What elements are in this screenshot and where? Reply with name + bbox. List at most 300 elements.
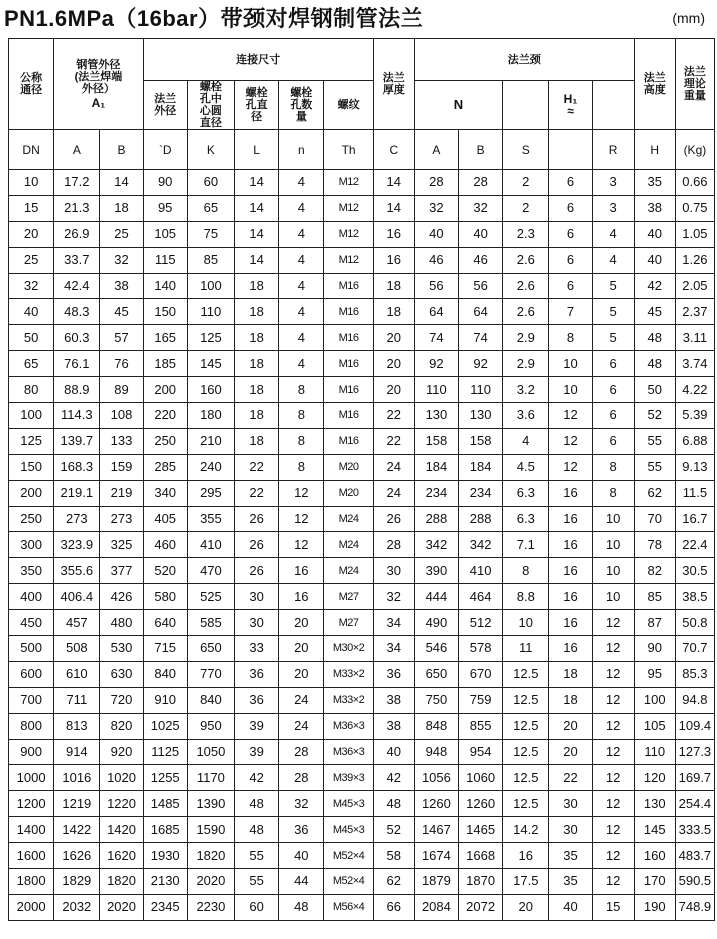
cell-h1: 16 <box>549 636 592 662</box>
cell-neck-a: 342 <box>414 532 458 558</box>
cell-h: 40 <box>634 221 675 247</box>
cell-kg: 3.11 <box>675 325 714 351</box>
cell-r: 3 <box>592 170 634 196</box>
cell-c: 38 <box>373 687 414 713</box>
cell-b: 820 <box>100 713 143 739</box>
cell-kg: 22.4 <box>675 532 714 558</box>
cell-s: 2.3 <box>503 221 549 247</box>
cell-n: 8 <box>279 454 324 480</box>
cell-a: 48.3 <box>54 299 100 325</box>
cell-s: 6.3 <box>503 506 549 532</box>
cell-th: M16 <box>324 377 373 403</box>
cell-neck-a: 948 <box>414 739 458 765</box>
cell-kg: 94.8 <box>675 687 714 713</box>
cell-n: 4 <box>279 170 324 196</box>
cell-d: 405 <box>143 506 187 532</box>
cell-h: 110 <box>634 739 675 765</box>
cell-dn: 1200 <box>9 791 54 817</box>
cell-r: 12 <box>592 636 634 662</box>
cell-b: 18 <box>100 195 143 221</box>
cell-h1: 16 <box>549 610 592 636</box>
cell-r: 8 <box>592 454 634 480</box>
cell-dn: 1000 <box>9 765 54 791</box>
table-row <box>9 894 715 920</box>
cell-k: 210 <box>187 428 234 454</box>
cell-dn: 40 <box>9 299 54 325</box>
cell-l: 30 <box>235 584 279 610</box>
cell-dn: 250 <box>9 506 54 532</box>
cell-neck-a: 28 <box>414 170 458 196</box>
cell-r: 6 <box>592 351 634 377</box>
header-flange-od: 法兰 外径 <box>143 81 187 130</box>
cell-b: 1820 <box>100 869 143 895</box>
cell-kg: 11.5 <box>675 480 714 506</box>
cell-c: 28 <box>373 532 414 558</box>
cell-l: 14 <box>235 195 279 221</box>
cell-k: 770 <box>187 661 234 687</box>
cell-c: 26 <box>373 506 414 532</box>
cell-d: 165 <box>143 325 187 351</box>
cell-dn: 80 <box>9 377 54 403</box>
cell-h1: 6 <box>549 273 592 299</box>
sym-r: R <box>592 130 634 170</box>
cell-s: 10 <box>503 610 549 636</box>
cell-d: 910 <box>143 687 187 713</box>
sym-neck-b: B <box>459 130 503 170</box>
cell-kg: 5.39 <box>675 403 714 429</box>
cell-r: 4 <box>592 247 634 273</box>
cell-th: M16 <box>324 325 373 351</box>
cell-c: 66 <box>373 894 414 920</box>
cell-neck-b: 464 <box>459 584 503 610</box>
header-thread: 螺纹 <box>324 81 373 130</box>
cell-r: 12 <box>592 817 634 843</box>
cell-kg: 0.66 <box>675 170 714 196</box>
cell-dn: 65 <box>9 351 54 377</box>
cell-th: M16 <box>324 299 373 325</box>
cell-a: 323.9 <box>54 532 100 558</box>
cell-a: 26.9 <box>54 221 100 247</box>
cell-h: 35 <box>634 170 675 196</box>
cell-n: 4 <box>279 221 324 247</box>
cell-a: 60.3 <box>54 325 100 351</box>
cell-neck-b: 234 <box>459 480 503 506</box>
table-row <box>9 480 715 506</box>
cell-neck-b: 184 <box>459 454 503 480</box>
table-row <box>9 687 715 713</box>
cell-c: 42 <box>373 765 414 791</box>
cell-a: 457 <box>54 610 100 636</box>
cell-th: M24 <box>324 558 373 584</box>
cell-h1: 6 <box>549 195 592 221</box>
cell-l: 48 <box>235 791 279 817</box>
cell-h1: 8 <box>549 325 592 351</box>
cell-c: 14 <box>373 195 414 221</box>
cell-a: 273 <box>54 506 100 532</box>
page-title: PN1.6MPa（16bar）带颈对焊钢制管法兰 <box>4 6 424 31</box>
cell-k: 650 <box>187 636 234 662</box>
cell-h1: 22 <box>549 765 592 791</box>
table-row <box>9 558 715 584</box>
cell-neck-b: 410 <box>459 558 503 584</box>
cell-l: 55 <box>235 869 279 895</box>
cell-a: 88.9 <box>54 377 100 403</box>
cell-c: 20 <box>373 377 414 403</box>
cell-d: 715 <box>143 636 187 662</box>
cell-th: M12 <box>324 170 373 196</box>
cell-th: M30×2 <box>324 636 373 662</box>
cell-h1: 40 <box>549 894 592 920</box>
cell-s: 11 <box>503 636 549 662</box>
cell-l: 36 <box>235 687 279 713</box>
header-pipe-od-symbol: A₁ <box>91 96 106 110</box>
cell-r: 3 <box>592 195 634 221</box>
cell-a: 508 <box>54 636 100 662</box>
cell-kg: 254.4 <box>675 791 714 817</box>
cell-dn: 20 <box>9 221 54 247</box>
cell-h: 50 <box>634 377 675 403</box>
cell-dn: 125 <box>9 428 54 454</box>
cell-a: 1829 <box>54 869 100 895</box>
cell-l: 39 <box>235 739 279 765</box>
cell-n: 12 <box>279 532 324 558</box>
cell-dn: 300 <box>9 532 54 558</box>
cell-neck-a: 40 <box>414 221 458 247</box>
sym-a: A <box>54 130 100 170</box>
cell-a: 711 <box>54 687 100 713</box>
cell-r: 12 <box>592 739 634 765</box>
cell-b: 530 <box>100 636 143 662</box>
cell-kg: 16.7 <box>675 506 714 532</box>
cell-th: M20 <box>324 454 373 480</box>
cell-l: 42 <box>235 765 279 791</box>
cell-s: 2.9 <box>503 351 549 377</box>
cell-r: 12 <box>592 869 634 895</box>
cell-k: 950 <box>187 713 234 739</box>
cell-dn: 450 <box>9 610 54 636</box>
cell-b: 920 <box>100 739 143 765</box>
cell-h: 95 <box>634 661 675 687</box>
cell-dn: 25 <box>9 247 54 273</box>
cell-l: 14 <box>235 247 279 273</box>
cell-neck-a: 158 <box>414 428 458 454</box>
cell-s: 8 <box>503 558 549 584</box>
cell-b: 25 <box>100 221 143 247</box>
cell-kg: 483.7 <box>675 843 714 869</box>
cell-c: 22 <box>373 428 414 454</box>
cell-h: 38 <box>634 195 675 221</box>
cell-h1: 7 <box>549 299 592 325</box>
cell-th: M56×4 <box>324 894 373 920</box>
cell-d: 150 <box>143 299 187 325</box>
cell-th: M33×2 <box>324 661 373 687</box>
cell-d: 105 <box>143 221 187 247</box>
cell-neck-a: 1056 <box>414 765 458 791</box>
cell-n: 24 <box>279 687 324 713</box>
cell-b: 108 <box>100 403 143 429</box>
table-body <box>9 170 715 921</box>
sym-s: S <box>503 130 549 170</box>
cell-dn: 32 <box>9 273 54 299</box>
cell-th: M36×3 <box>324 739 373 765</box>
cell-kg: 30.5 <box>675 558 714 584</box>
cell-r: 12 <box>592 765 634 791</box>
cell-s: 2 <box>503 170 549 196</box>
cell-h: 62 <box>634 480 675 506</box>
cell-r: 12 <box>592 791 634 817</box>
cell-d: 340 <box>143 480 187 506</box>
header-neck: 法兰颈 <box>414 39 634 81</box>
cell-r: 10 <box>592 584 634 610</box>
cell-dn: 2000 <box>9 894 54 920</box>
table-row <box>9 403 715 429</box>
cell-d: 640 <box>143 610 187 636</box>
cell-b: 89 <box>100 377 143 403</box>
cell-r: 12 <box>592 687 634 713</box>
sym-kg: (Kg) <box>675 130 714 170</box>
cell-k: 840 <box>187 687 234 713</box>
table-row <box>9 454 715 480</box>
cell-h1: 20 <box>549 739 592 765</box>
cell-c: 36 <box>373 661 414 687</box>
cell-k: 2230 <box>187 894 234 920</box>
header-nominal-diameter: 公称 通径 <box>9 39 54 130</box>
header-thickness: 法兰 厚度 <box>373 39 414 130</box>
cell-d: 1685 <box>143 817 187 843</box>
cell-dn: 10 <box>9 170 54 196</box>
cell-h1: 16 <box>549 532 592 558</box>
cell-th: M16 <box>324 351 373 377</box>
cell-a: 114.3 <box>54 403 100 429</box>
cell-h1: 35 <box>549 869 592 895</box>
cell-h1: 20 <box>549 713 592 739</box>
cell-dn: 150 <box>9 454 54 480</box>
cell-b: 720 <box>100 687 143 713</box>
cell-d: 90 <box>143 170 187 196</box>
cell-l: 22 <box>235 480 279 506</box>
cell-neck-a: 110 <box>414 377 458 403</box>
cell-b: 14 <box>100 170 143 196</box>
cell-h1: 6 <box>549 247 592 273</box>
cell-a: 219.1 <box>54 480 100 506</box>
cell-th: M12 <box>324 221 373 247</box>
cell-c: 40 <box>373 739 414 765</box>
cell-h: 70 <box>634 506 675 532</box>
cell-r: 10 <box>592 558 634 584</box>
cell-a: 42.4 <box>54 273 100 299</box>
table-row <box>9 506 715 532</box>
cell-neck-a: 64 <box>414 299 458 325</box>
cell-a: 33.7 <box>54 247 100 273</box>
cell-l: 30 <box>235 610 279 636</box>
cell-n: 4 <box>279 351 324 377</box>
cell-d: 185 <box>143 351 187 377</box>
cell-h1: 30 <box>549 817 592 843</box>
cell-s: 7.1 <box>503 532 549 558</box>
cell-h: 48 <box>634 351 675 377</box>
table-row <box>9 765 715 791</box>
cell-d: 520 <box>143 558 187 584</box>
cell-l: 18 <box>235 351 279 377</box>
cell-h: 105 <box>634 713 675 739</box>
cell-c: 30 <box>373 558 414 584</box>
cell-h: 45 <box>634 299 675 325</box>
sym-th: Th <box>324 130 373 170</box>
cell-h1: 18 <box>549 661 592 687</box>
cell-dn: 50 <box>9 325 54 351</box>
cell-b: 273 <box>100 506 143 532</box>
sym-dn: DN <box>9 130 54 170</box>
cell-n: 8 <box>279 377 324 403</box>
header-pipe-od-label: 钢管外径 (法兰焊端 外径） <box>74 59 123 95</box>
cell-h: 87 <box>634 610 675 636</box>
cell-d: 140 <box>143 273 187 299</box>
cell-th: M16 <box>324 403 373 429</box>
cell-r: 10 <box>592 532 634 558</box>
cell-a: 355.6 <box>54 558 100 584</box>
cell-s: 4.5 <box>503 454 549 480</box>
cell-l: 18 <box>235 403 279 429</box>
cell-l: 26 <box>235 532 279 558</box>
sym-d: `D <box>143 130 187 170</box>
cell-b: 57 <box>100 325 143 351</box>
cell-neck-b: 1870 <box>459 869 503 895</box>
cell-s: 2 <box>503 195 549 221</box>
cell-h1: 16 <box>549 506 592 532</box>
cell-h1: 6 <box>549 221 592 247</box>
header-neck-r-blank <box>592 81 634 130</box>
table-row <box>9 610 715 636</box>
cell-n: 4 <box>279 195 324 221</box>
cell-n: 28 <box>279 739 324 765</box>
cell-c: 24 <box>373 454 414 480</box>
cell-b: 159 <box>100 454 143 480</box>
table-row <box>9 247 715 273</box>
cell-r: 6 <box>592 377 634 403</box>
cell-r: 15 <box>592 894 634 920</box>
sym-h: H <box>634 130 675 170</box>
cell-a: 406.4 <box>54 584 100 610</box>
header-bolt-hole: 螺栓 孔直 径 <box>235 81 279 130</box>
cell-n: 16 <box>279 584 324 610</box>
cell-n: 20 <box>279 636 324 662</box>
cell-s: 6.3 <box>503 480 549 506</box>
cell-b: 1620 <box>100 843 143 869</box>
cell-r: 4 <box>592 221 634 247</box>
cell-k: 410 <box>187 532 234 558</box>
cell-h: 78 <box>634 532 675 558</box>
cell-k: 585 <box>187 610 234 636</box>
cell-c: 34 <box>373 636 414 662</box>
cell-b: 219 <box>100 480 143 506</box>
cell-neck-a: 1260 <box>414 791 458 817</box>
cell-neck-b: 32 <box>459 195 503 221</box>
cell-k: 180 <box>187 403 234 429</box>
cell-c: 32 <box>373 584 414 610</box>
cell-kg: 70.7 <box>675 636 714 662</box>
cell-s: 12.5 <box>503 713 549 739</box>
cell-h: 52 <box>634 403 675 429</box>
cell-r: 6 <box>592 403 634 429</box>
cell-a: 1626 <box>54 843 100 869</box>
cell-c: 16 <box>373 247 414 273</box>
cell-neck-b: 954 <box>459 739 503 765</box>
cell-h: 55 <box>634 454 675 480</box>
cell-h: 55 <box>634 428 675 454</box>
cell-d: 285 <box>143 454 187 480</box>
cell-b: 480 <box>100 610 143 636</box>
cell-k: 125 <box>187 325 234 351</box>
cell-k: 110 <box>187 299 234 325</box>
cell-n: 24 <box>279 713 324 739</box>
table-row <box>9 325 715 351</box>
cell-kg: 3.74 <box>675 351 714 377</box>
cell-n: 44 <box>279 869 324 895</box>
table-row <box>9 661 715 687</box>
cell-h: 85 <box>634 584 675 610</box>
cell-r: 8 <box>592 480 634 506</box>
table-row <box>9 377 715 403</box>
cell-h1: 30 <box>549 791 592 817</box>
header-neck-n: N <box>414 81 502 130</box>
cell-neck-b: 56 <box>459 273 503 299</box>
cell-th: M33×2 <box>324 687 373 713</box>
cell-h1: 16 <box>549 480 592 506</box>
cell-n: 16 <box>279 558 324 584</box>
table-row <box>9 869 715 895</box>
cell-n: 32 <box>279 791 324 817</box>
cell-neck-b: 158 <box>459 428 503 454</box>
cell-c: 16 <box>373 221 414 247</box>
cell-k: 1390 <box>187 791 234 817</box>
cell-k: 65 <box>187 195 234 221</box>
cell-c: 14 <box>373 170 414 196</box>
cell-b: 38 <box>100 273 143 299</box>
cell-k: 525 <box>187 584 234 610</box>
cell-kg: 4.22 <box>675 377 714 403</box>
cell-s: 2.6 <box>503 299 549 325</box>
header-neck-h1-symbol: H₁ <box>563 92 578 106</box>
cell-neck-b: 46 <box>459 247 503 273</box>
cell-n: 40 <box>279 843 324 869</box>
cell-h1: 10 <box>549 377 592 403</box>
cell-s: 12.5 <box>503 791 549 817</box>
cell-neck-a: 130 <box>414 403 458 429</box>
cell-s: 20 <box>503 894 549 920</box>
cell-b: 426 <box>100 584 143 610</box>
cell-kg: 1.05 <box>675 221 714 247</box>
table-row <box>9 195 715 221</box>
table-row <box>9 713 715 739</box>
cell-r: 5 <box>592 325 634 351</box>
cell-neck-a: 1467 <box>414 817 458 843</box>
cell-h: 190 <box>634 894 675 920</box>
table-row <box>9 739 715 765</box>
cell-l: 60 <box>235 894 279 920</box>
cell-th: M16 <box>324 273 373 299</box>
cell-r: 10 <box>592 506 634 532</box>
cell-kg: 2.37 <box>675 299 714 325</box>
cell-neck-a: 234 <box>414 480 458 506</box>
cell-l: 18 <box>235 377 279 403</box>
cell-neck-b: 64 <box>459 299 503 325</box>
header-weight: 法兰 理论 重量 <box>675 39 714 130</box>
cell-dn: 350 <box>9 558 54 584</box>
cell-l: 22 <box>235 454 279 480</box>
cell-l: 39 <box>235 713 279 739</box>
cell-k: 60 <box>187 170 234 196</box>
cell-n: 12 <box>279 506 324 532</box>
